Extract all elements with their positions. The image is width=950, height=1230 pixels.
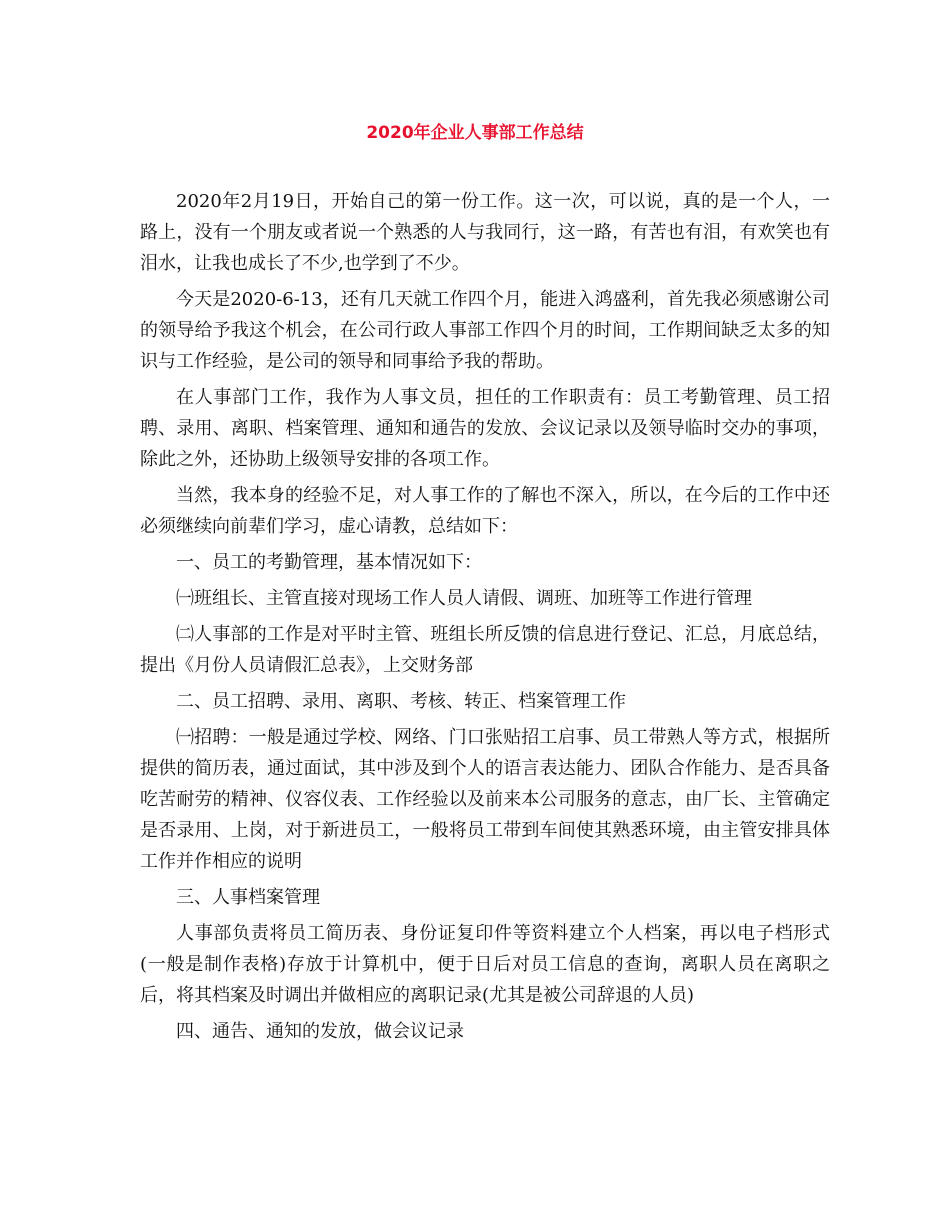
- paragraph-summary-lead: 当然，我本身的经验不足，对人事工作的了解也不深入，所以，在今后的工作中还必须继续向前辈们学习，虚心请教，总结如下：: [140, 485, 830, 537]
- section-heading-notices: 四、通告、通知的发放，做会议记录: [176, 1021, 464, 1042]
- list-item-attendance-1: ㈠班组长、主管直接对现场工作人员人请假、调班、加班等工作进行管理: [176, 588, 752, 609]
- paragraph-intro: 2020年2月19日，开始自己的第一份工作。这一次，可以说，真的是一个人，一路上，没有一个朋友或者说一个熟悉的人与我同行，这一路，有苦也有泪，有欢笑也有泪水，让我也成长了不少,也学到了不少。: [140, 191, 830, 274]
- list-item-recruitment-1: ㈠招聘：一般是通过学校、网络、门口张贴招工启事、员工带熟人等方式，根据所提供的简历表，通过面试，其中涉及到个人的语言表达能力、团队合作能力、是否具备吃苦耐劳的精神、仪容仪表、工作经验以及前来本公司服务的意志，由厂长、主管确定是否录用、上岗，对于新进员工，一般将员工带到车间使其熟悉环境，由主管安排具体工作并作相应的说明: [140, 727, 830, 872]
- list-item-attendance-2: ㈡人事部的工作是对平时主管、班组长所反馈的信息进行登记、汇总，月底总结，提出《月份人员请假汇总表》，上交财务部: [140, 624, 830, 676]
- section-heading-recruitment: 二、员工招聘、录用、离职、考核、转正、档案管理工作: [176, 691, 626, 712]
- section-heading-attendance: 一、员工的考勤管理，基本情况如下：: [176, 552, 482, 573]
- paragraph-duties: 在人事部门工作，我作为人事文员，担任的工作职责有：员工考勤管理、员工招聘、录用、离职、档案管理、通知和通告的发放、会议记录以及领导临时交办的事项，除此之外，还协助上级领导安排的各项工作。: [140, 387, 830, 470]
- document-body: [140, 186, 830, 1052]
- section-heading-archives: 三、人事档案管理: [176, 887, 320, 908]
- paragraph-archives: 人事部负责将员工简历表、身份证复印件等资料建立个人档案，再以电子档形式(一般是制作表格)存放于计算机中，便于日后对员工信息的查询，离职人员在离职之后，将其档案及时调出并做相应的离职记录(尤其是被公司辞退的人员): [140, 923, 830, 1006]
- paragraph-gratitude: 今天是2020-6-13，还有几天就工作四个月，能进入鸿盛利，首先我必须感谢公司的领导给予我这个机会，在公司行政人事部工作四个月的时间，工作期间缺乏太多的知识与工作经验，是公司的领导和同事给予我的帮助。: [140, 289, 830, 372]
- document-title: 2020年企业人事部工作总结: [366, 123, 584, 143]
